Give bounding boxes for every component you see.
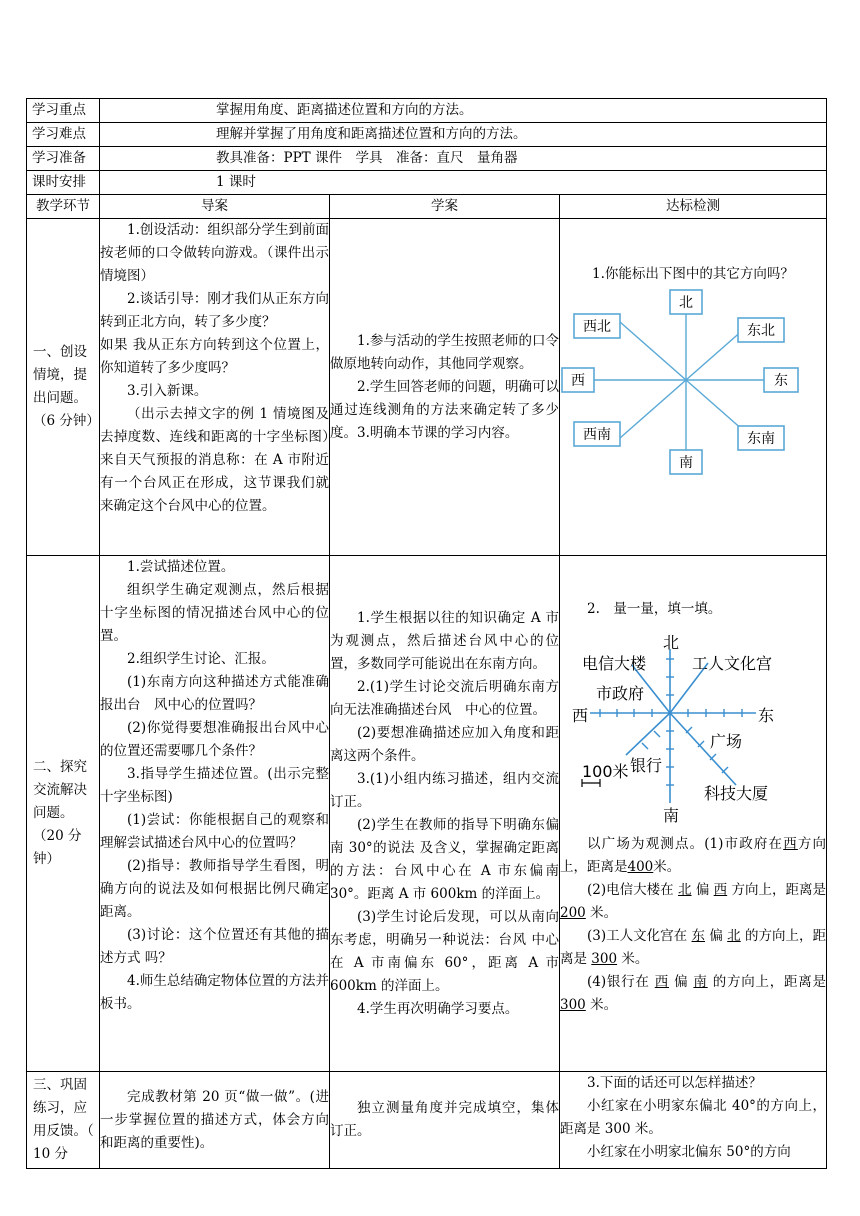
map-west-label: 西 [572, 706, 589, 725]
compass-southeast-label: 东南 [747, 431, 775, 447]
header-study: 学案 [330, 195, 560, 219]
guide-para: 2.谈话引导：刚才我们从正东方向转到正北方向，转了多少度？ [100, 291, 329, 330]
check-title-2: 2. 量一量，填一填。 [587, 601, 722, 617]
answer-blank: 300 [591, 951, 618, 967]
map-east-label: 东 [758, 706, 775, 725]
section-1-check [560, 219, 827, 556]
row-difficulty [27, 123, 827, 147]
section-2-row [27, 556, 827, 1072]
map-south-label: 南 [663, 806, 680, 825]
difficulty-label: 学习难点 [27, 123, 100, 147]
guide-para: 2.组织学生讨论、汇报。 [127, 651, 275, 667]
answer-text: 偏 [709, 928, 723, 944]
answer-blank: 东 [691, 928, 706, 944]
column-header-row [27, 195, 827, 219]
guide-para: 3.指导学生描述位置。(出示完整十字坐标图) [100, 766, 329, 805]
study-para: 2.(1)学生讨论交流后明确东南方向无法准确描述台风 中心的位置。 [330, 678, 559, 718]
guide-para: (1)尝试：你能根据自己的观察和理解尝试描述台风中心的位置吗？ [100, 812, 329, 851]
lesson-plan-table [26, 98, 827, 1169]
answer-blank: 300 [560, 997, 586, 1013]
section-2-guide [100, 556, 330, 1072]
guide-para: 组织学生确定观测点，然后根据十字坐标图的情况描述台风中心的位置。 [100, 582, 329, 644]
section-3-stage: 三、巩固练习，应用反馈。（ 10 分 [27, 1072, 100, 1169]
header-stage: 教学环节 [27, 195, 100, 219]
section-2-check [560, 556, 827, 1072]
guide-para: 3.引入新课。 [127, 383, 208, 399]
compass-northwest-label: 西北 [583, 319, 611, 335]
guide-para: (2)你觉得要想准确报出台风中心的位置还需要哪几个条件？ [100, 720, 329, 759]
compass-southwest-label: 西南 [583, 427, 611, 443]
answer-blank: 200 [560, 905, 586, 921]
focus-text: 掌握用角度、距离描述位置和方向的方法。 [100, 99, 827, 123]
map-bank-label: 银行 [630, 756, 663, 775]
preparation-text: 教具准备：PPT 课件 学具 准备：直尺 量角器 [100, 147, 827, 171]
answer-line-4 [560, 971, 826, 1017]
schedule-text: 1 课时 [100, 171, 827, 195]
section-3-study [330, 1072, 560, 1169]
difficulty-text: 理解并掌握了用角度和距离描述位置和方向的方法。 [100, 123, 827, 147]
answer-blank: 南 [693, 974, 708, 990]
answer-text: 偏 [674, 974, 689, 990]
answer-text: (4)银行在 [587, 974, 650, 990]
answer-text: 米。 [590, 997, 618, 1013]
answer-text: 偏 [695, 882, 710, 898]
header-check: 达标检测 [560, 195, 827, 219]
compass-north-label: 北 [679, 295, 693, 311]
compass-northeast-label: 东北 [747, 323, 775, 339]
guide-para: (3)讨论：这个位置还有其他的描述方式 吗？ [100, 927, 329, 966]
map-city-government-label: 市政府 [596, 684, 645, 703]
answer-line-1 [560, 833, 826, 879]
check-question-1: 1.你能标出下图中的其它方向吗？ [592, 266, 794, 282]
section-1-guide [100, 219, 330, 556]
answer-text: 方向上，距离是 [731, 882, 827, 898]
answer-text: 的方向上，距离是 [560, 928, 827, 967]
answer-text: (3)工人文化宫在 [587, 928, 688, 944]
schedule-label: 课时安排 [27, 171, 100, 195]
study-para: 1.参与活动的学生按照老师的口令做原地转向动作，其他同学观察。 [330, 332, 559, 372]
answer-text: (2)电信大楼在 [587, 882, 674, 898]
check-question-3: 3.下面的话还可以怎样描述？ [587, 1075, 762, 1091]
study-para: 3.(1)小组内练习描述，组内交流订正。 [330, 770, 559, 810]
answer-text: 米。 [590, 905, 618, 921]
section-1-stage: 一、创设情境，提出问题。（6 分钟） [27, 219, 100, 556]
map-workers-palace-label: 工人文化宫 [692, 654, 773, 673]
section-1-study [330, 219, 560, 556]
answer-line-3 [560, 925, 826, 971]
preparation-label: 学习准备 [27, 147, 100, 171]
study-para: (2)要想准确描述应加入角度和距离这两个条件。 [330, 724, 559, 764]
compass-west-label: 西 [571, 373, 585, 389]
check-para: 小红家在小明家东偏北 40°的方向上，距离是 300 米。 [560, 1098, 826, 1137]
compass-south-label: 南 [679, 455, 693, 471]
map-square-label: 广场 [710, 732, 743, 751]
guide-para: 如果 我从正东方向转到这个位置上，你知道转了多少度吗？ [100, 337, 329, 376]
answer-line-2 [560, 879, 826, 925]
guide-para: (2)指导：教师指导学生看图，明确方向的说法及如何根据比例尺确定距离。 [100, 858, 329, 920]
map-diagram [560, 635, 814, 825]
answer-blank: 西 [783, 836, 798, 852]
study-para: (3)学生讨论后发现，可以从南向东考虑，明确另一种说法：台风 中心在 A 市南偏东 60°，距离 A 市 600km 的洋面上。 [330, 908, 559, 994]
answer-blank: 400 [627, 859, 654, 875]
study-para: 1.学生根据以往的知识确定 A 市为观测点，然后描述台风中心的位置，多数同学可能说出在东南方向。 [330, 609, 559, 672]
study-para: (2)学生在教师的指导下明确东偏南 30°的说法 及含义，掌握确定距离的方法：台风中心在 A 市东偏南 30°。距离 A 市 600km 的洋面上。 [330, 816, 559, 902]
row-preparation [27, 147, 827, 171]
answer-blank: 北 [678, 882, 692, 898]
row-focus [27, 99, 827, 123]
answer-text: 以广场为观测点。(1)市政府在 [587, 836, 784, 852]
map-north-label: 北 [663, 635, 680, 652]
answer-text: 的方向上，距离是 [712, 974, 827, 990]
section-2-stage: 二、探究交流解决问题。（20 分钟） [27, 556, 100, 1072]
section-2-study [330, 556, 560, 1072]
section-3-guide [100, 1072, 330, 1169]
compass-east-label: 东 [774, 373, 788, 389]
guide-para: 1.尝试描述位置。 [127, 559, 235, 575]
section-1-row [27, 219, 827, 556]
answer-blank: 西 [713, 882, 728, 898]
answer-blank: 北 [727, 928, 741, 944]
guide-para: （出示去掉文字的例 1 情境图及去掉度数、连线和距离的十字坐标图）来自天气预报的消息称：在 A 市附近有一个台风正在形成，这节课我们就来确定这个台风中心的位置。 [100, 406, 329, 514]
check-para: 小红家在小明家北偏东 50°的方向 [587, 1144, 791, 1160]
compass-diagram [560, 288, 814, 488]
study-para: 4.学生再次明确学习要点。 [357, 1000, 519, 1017]
header-guide: 导案 [100, 195, 330, 219]
map-tech-building-label: 科技大厦 [704, 784, 769, 803]
focus-label: 学习重点 [27, 99, 100, 123]
section-3-check [560, 1072, 827, 1169]
answer-text: 方向上，距离是 [560, 836, 827, 875]
map-telecom-building-label: 电信大楼 [582, 654, 647, 673]
answer-text: 米。 [653, 859, 681, 875]
map-scale-label: 100米 [582, 762, 629, 781]
answer-text: 米。 [621, 951, 649, 967]
answer-blank: 西 [654, 974, 669, 990]
study-para: 独立测量角度并完成填空，集体订正。 [330, 1100, 559, 1139]
section-3-row [27, 1072, 827, 1169]
row-schedule [27, 171, 827, 195]
study-para: 2.学生回答老师的问题，明确可以通过连线测角的方法来确定转了多少度。3.明确本节课的学习内容。 [330, 378, 559, 441]
guide-para: 完成教材第 20 页“做一做”。(进一步掌握位置的描述方式，体会方向和距离的重要性)。 [100, 1088, 329, 1151]
guide-para: (1)东南方向这种描述方式能准确报出台 风中心的位置吗？ [100, 674, 329, 713]
guide-para: 1.创设活动：组织部分学生到前面按老师的口令做转向游戏。（课件出示情境图） [100, 222, 329, 284]
guide-para: 4.师生总结确定物体位置的方法并板书。 [100, 973, 329, 1012]
